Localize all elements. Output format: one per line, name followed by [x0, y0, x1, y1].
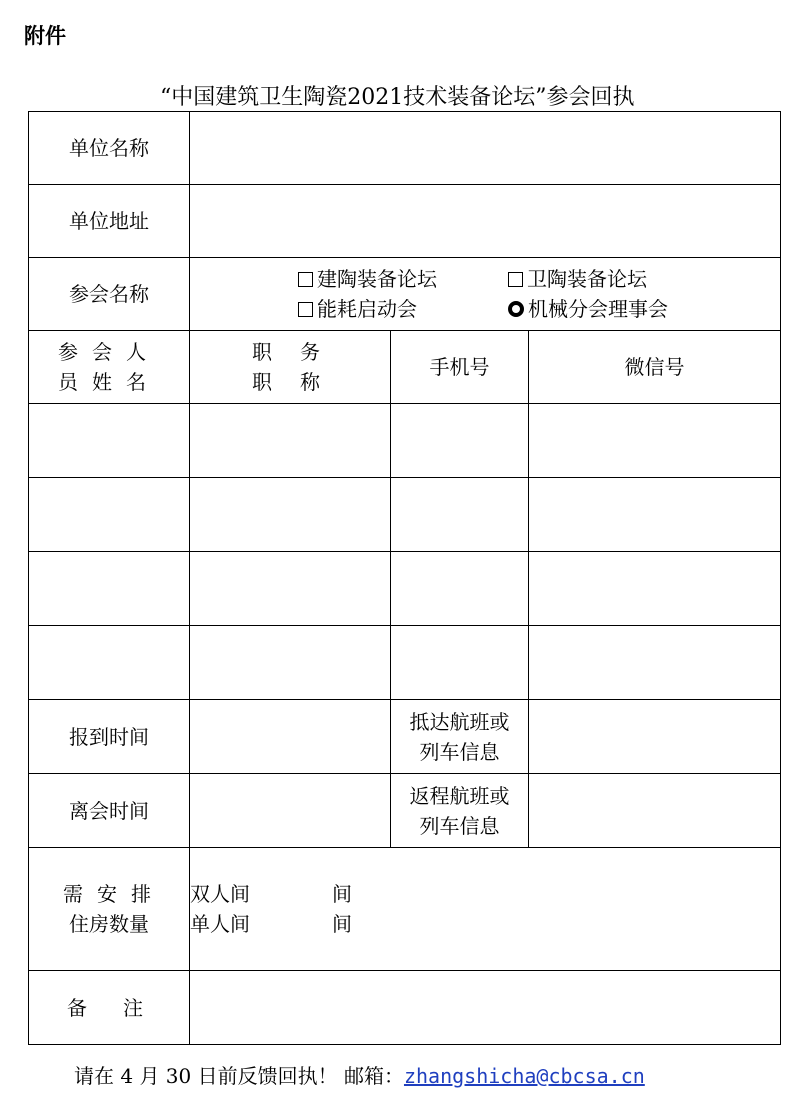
participant-header-line2: 员姓名 [58, 370, 160, 394]
participant-wechat-cell[interactable] [529, 404, 781, 478]
single-room-label: 单人间 [190, 912, 250, 936]
participant-phone-cell[interactable] [391, 552, 529, 626]
table-row [29, 478, 781, 552]
departure-info-field[interactable] [529, 774, 781, 848]
arrival-time-label: 报到时间 [29, 700, 190, 774]
footer-note-text: 请在 4 月 30 日前反馈回执！ 邮箱： [74, 1064, 404, 1088]
wechat-header: 微信号 [529, 331, 781, 404]
participant-title-cell[interactable] [190, 552, 391, 626]
participant-phone-cell[interactable] [391, 626, 529, 700]
table-row [29, 404, 781, 478]
email-link[interactable]: zhangshicha@cbcsa.cn [403, 1064, 645, 1088]
departure-info-line1: 返程航班或 [409, 783, 510, 808]
registration-form-table [28, 111, 781, 1045]
participant-title-cell[interactable] [190, 478, 391, 552]
departure-time-label: 离会时间 [29, 774, 190, 848]
job-title-header [190, 331, 391, 404]
remarks-label-text: 备 注 [67, 995, 151, 1020]
single-room-row[interactable] [190, 909, 780, 939]
checkbox-icon[interactable] [298, 272, 313, 287]
remarks-field[interactable] [190, 971, 781, 1045]
arrival-info-line1: 抵达航班或 [409, 709, 510, 734]
table-row [29, 552, 781, 626]
departure-time-field[interactable] [190, 774, 391, 848]
checkbox-icon[interactable] [508, 272, 523, 287]
single-room-unit: 间 [332, 912, 352, 936]
arrival-info-label [391, 700, 529, 774]
departure-info-line2: 列车信息 [419, 813, 500, 838]
participant-name-cell[interactable] [29, 404, 190, 478]
participant-phone-cell[interactable] [391, 404, 529, 478]
option-label: 建陶装备论坛 [317, 267, 437, 291]
meeting-options-cell [190, 258, 781, 331]
meeting-label: 参会名称 [29, 258, 190, 331]
option-sanitary-ceramics[interactable] [508, 264, 708, 294]
table-row [29, 626, 781, 700]
rooms-field [190, 848, 781, 971]
rooms-label [29, 848, 190, 971]
participant-name-cell[interactable] [29, 626, 190, 700]
option-machinery-council[interactable] [508, 294, 708, 324]
double-room-row[interactable] [190, 879, 780, 909]
double-room-label: 双人间 [190, 882, 250, 906]
option-building-ceramics[interactable] [298, 264, 508, 294]
org-name-label: 单位名称 [29, 112, 190, 185]
phone-header: 手机号 [391, 331, 529, 404]
page-title: “中国建筑卫生陶瓷2021技术装备论坛”参会回执 [160, 85, 635, 110]
departure-info-label [391, 774, 529, 848]
attachment-label: 附件 [24, 24, 66, 48]
rooms-label-line1: 需安排 [63, 882, 165, 906]
rooms-label-line2: 住房数量 [69, 912, 149, 936]
org-address-field[interactable] [190, 185, 781, 258]
footer-note [74, 1060, 645, 1089]
option-label: 机械分会理事会 [528, 297, 668, 321]
checkbox-icon[interactable] [298, 302, 313, 317]
job-title-header-line2: 职称 [252, 370, 348, 394]
option-label: 卫陶装备论坛 [527, 267, 647, 291]
participant-name-cell[interactable] [29, 478, 190, 552]
double-room-unit: 间 [332, 882, 352, 906]
participant-title-cell[interactable] [190, 626, 391, 700]
participant-wechat-cell[interactable] [529, 626, 781, 700]
job-title-header-line1: 职务 [252, 340, 348, 364]
option-label: 能耗启动会 [317, 297, 417, 321]
arrival-time-field[interactable] [190, 700, 391, 774]
arrival-info-field[interactable] [529, 700, 781, 774]
remarks-label [29, 971, 190, 1045]
participant-name-cell[interactable] [29, 552, 190, 626]
participant-wechat-cell[interactable] [529, 478, 781, 552]
arrival-info-line2: 列车信息 [419, 739, 500, 764]
meeting-options [298, 264, 780, 324]
org-name-field[interactable] [190, 112, 781, 185]
participant-wechat-cell[interactable] [529, 552, 781, 626]
option-energy-launch[interactable] [298, 294, 508, 324]
participant-name-header [29, 331, 190, 404]
radio-selected-icon[interactable] [508, 301, 524, 317]
participant-phone-cell[interactable] [391, 478, 529, 552]
participant-header-line1: 参会人 [58, 340, 160, 364]
participant-title-cell[interactable] [190, 404, 391, 478]
org-address-label: 单位地址 [29, 185, 190, 258]
